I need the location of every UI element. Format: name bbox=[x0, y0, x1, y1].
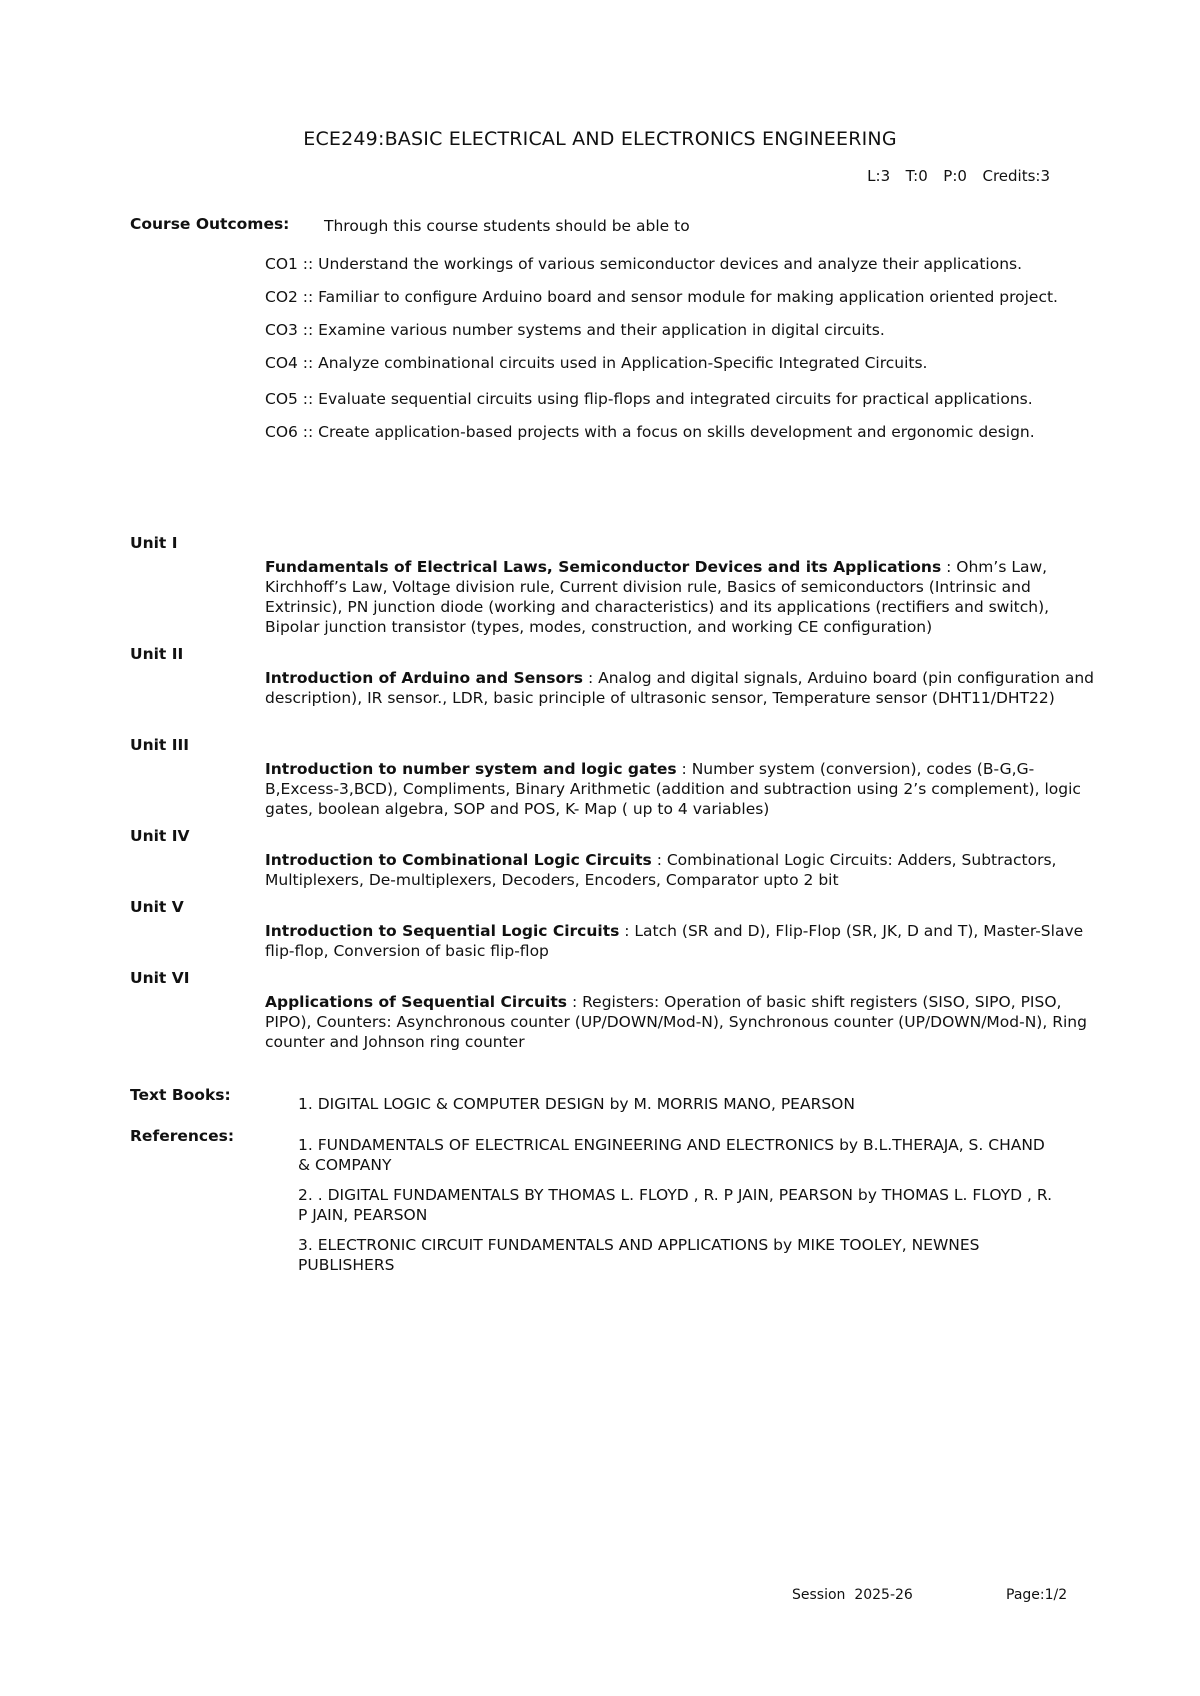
list-item: CO2 :: Familiar to configure Arduino board and sensor module for making application oriented project. bbox=[265, 288, 1058, 306]
list-item: CO5 :: Evaluate sequential circuits using flip-flops and integrated circuits for practical applications. bbox=[265, 390, 1033, 408]
unit-label: Unit III bbox=[130, 736, 190, 754]
list-item: CO4 :: Analyze combinational circuits used in Application-Specific Integrated Circuits. bbox=[265, 354, 928, 372]
text-books-list bbox=[298, 1094, 1058, 1114]
unit-heading: Fundamentals of Electrical Laws, Semiconductor Devices and its Applications bbox=[265, 558, 942, 576]
unit-label: Unit II bbox=[130, 645, 184, 663]
course-outcomes-intro: Through this course students should be able to bbox=[324, 217, 690, 235]
unit-text: : Ohm’s Law, Kirchhoff’s Law, Voltage division rule, Current division rule, Basics of semiconductors (Intrinsic and Extrinsic), PN junction diode (working and characteristics) and its applications (rectifiers and switch), Bipolar junction transistor (types, modes, construction, and working CE configuration) bbox=[265, 558, 1050, 636]
unit-description bbox=[265, 850, 1105, 890]
course-outcomes-list bbox=[265, 254, 1085, 442]
references-label: References: bbox=[130, 1127, 235, 1145]
list-item: 1. FUNDAMENTALS OF ELECTRICAL ENGINEERING AND ELECTRONICS by B.L.THERAJA, S. CHAND & COMPANY bbox=[298, 1136, 1045, 1174]
unit-description bbox=[265, 992, 1105, 1052]
unit-description bbox=[265, 668, 1105, 708]
list-item: 3. ELECTRONIC CIRCUIT FUNDAMENTALS AND APPLICATIONS by MIKE TOOLEY, NEWNES PUBLISHERS bbox=[298, 1236, 980, 1274]
session-label: Session 2025-26 bbox=[792, 1587, 913, 1603]
list-item: CO1 :: Understand the workings of various semiconductor devices and analyze their applications. bbox=[265, 255, 1023, 273]
unit-description bbox=[265, 557, 1105, 637]
unit-label: Unit V bbox=[130, 898, 184, 916]
unit-text: : Latch (SR and D), Flip-Flop (SR, JK, D and T), Master-Slave flip-flop, Conversion of basic flip-flop bbox=[265, 922, 1084, 960]
unit-text: : Number system (conversion), codes (B-G,G-B,Excess-3,BCD), Compliments, Binary Arithmetic (addition and subtraction using 2’s complement), logic gates, boolean algebra, SOP and POS, K- Map ( up to 4 variables) bbox=[265, 760, 1081, 818]
unit-description bbox=[265, 759, 1105, 819]
unit-description bbox=[265, 921, 1105, 961]
unit-heading: Applications of Sequential Circuits bbox=[265, 993, 568, 1011]
unit-heading: Introduction to number system and logic gates bbox=[265, 760, 677, 778]
page-title: ECE249:BASIC ELECTRICAL AND ELECTRONICS ENGINEERING bbox=[303, 128, 897, 150]
unit-heading: Introduction of Arduino and Sensors bbox=[265, 669, 584, 687]
list-item: CO3 :: Examine various number systems and their application in digital circuits. bbox=[265, 321, 885, 339]
unit-heading: Introduction to Sequential Logic Circuits bbox=[265, 922, 620, 940]
list-item: 2. . DIGITAL FUNDAMENTALS BY THOMAS L. FLOYD , R. P JAIN, PEARSON by THOMAS L. FLOYD , R. P JAIN, PEARSON bbox=[298, 1186, 1053, 1224]
unit-label: Unit I bbox=[130, 534, 178, 552]
list-item: 1. DIGITAL LOGIC & COMPUTER DESIGN by M. MORRIS MANO, PEARSON bbox=[298, 1095, 855, 1113]
text-books-label: Text Books: bbox=[130, 1086, 231, 1104]
unit-text: : Registers: Operation of basic shift registers (SISO, SIPO, PISO, PIPO), Counters: Asynchronous counter (UP/DOWN/Mod-N), Synchronous counter (UP/DOWN/Mod-N), Ring counter and Johnson ring counter bbox=[265, 993, 1087, 1051]
references-list bbox=[298, 1135, 1058, 1275]
unit-heading: Introduction to Combinational Logic Circuits bbox=[265, 851, 652, 869]
unit-text: : Combinational Logic Circuits: Adders, Subtractors, Multiplexers, De-multiplexers, Decoders, Encoders, Comparator upto 2 bit bbox=[265, 851, 1057, 889]
unit-label: Unit VI bbox=[130, 969, 190, 987]
page-number: Page:1/2 bbox=[1006, 1587, 1068, 1603]
list-item: CO6 :: Create application-based projects with a focus on skills development and ergonomic design. bbox=[265, 423, 1035, 441]
unit-text: : Analog and digital signals, Arduino board (pin configuration and description), IR sensor., LDR, basic principle of ultrasonic sensor, Temperature sensor (DHT11/DHT22) bbox=[265, 669, 1094, 707]
unit-label: Unit IV bbox=[130, 827, 190, 845]
course-outcomes-label: Course Outcomes: bbox=[130, 215, 290, 233]
credits-line: L:3 T:0 P:0 Credits:3 bbox=[867, 167, 1050, 185]
